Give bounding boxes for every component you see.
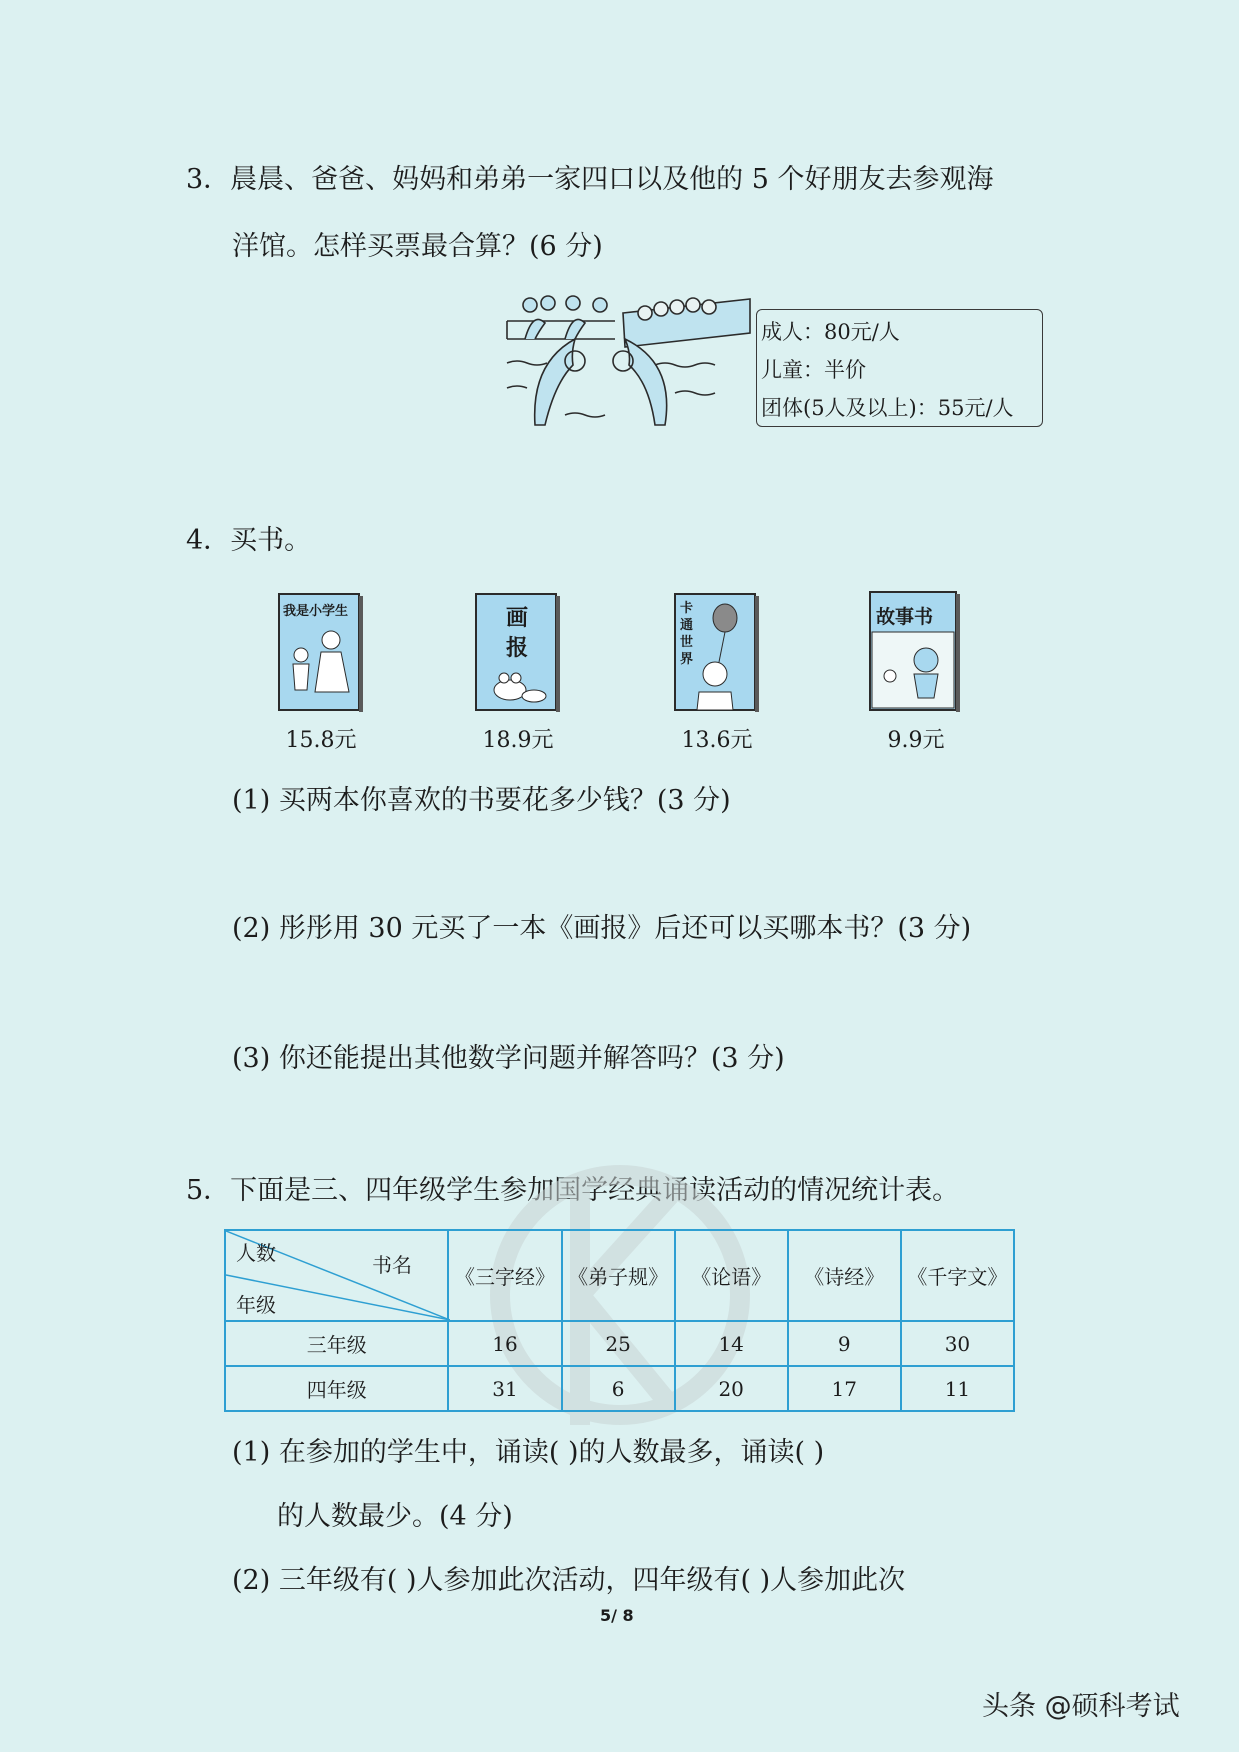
column-header: 《三字经》 [448,1230,561,1321]
book-cover-gushishu [868,590,962,718]
q4-title: 4．买书。 [186,525,312,556]
book-cover-title: 卡通世界 [680,601,694,667]
book-cover-title: 故事书 [876,606,934,628]
table-cell: 9 [788,1321,901,1366]
q4-sub3: (3) 你还能提出其他数学问题并解答吗？(3 分) [232,1043,785,1074]
book-cover-huabao [474,592,562,718]
column-header: 《论语》 [675,1230,788,1321]
book-cover-title: 我是小学生 [283,604,349,619]
column-header: 《千字文》 [901,1230,1014,1321]
page-number: 5/ 8 [600,1606,634,1625]
price-adult: 成人：80元/人 [761,320,900,344]
q4-sub1: (1) 买两本你喜欢的书要花多少钱？(3 分) [232,785,731,816]
table-cell: 14 [675,1321,788,1366]
table-cell: 31 [448,1366,561,1411]
book-price-2: 18.9元 [482,728,554,753]
corner-label-book: 书名 [372,1253,412,1277]
table-cell: 25 [562,1321,675,1366]
table-cell: 16 [448,1321,561,1366]
column-header: 《弟子规》 [562,1230,675,1321]
q3-line2: 洋馆。怎样买票最合算？(6 分) [232,231,603,262]
q4-sub2: (2) 彤彤用 30 元买了一本《画报》后还可以买哪本书？(3 分) [232,913,972,944]
table-cell: 30 [901,1321,1014,1366]
column-header: 《诗经》 [788,1230,901,1321]
book-cover-title: 画报 [505,606,528,661]
row-label: 四年级 [225,1366,448,1411]
q3-line1: 3．晨晨、爸爸、妈妈和弟弟一家四口以及他的 5 个好朋友去参观海 [186,164,994,195]
q5-title: 5．下面是三、四年级学生参加国学经典诵读活动的情况统计表。 [186,1175,960,1206]
corner-label-grade: 年级 [236,1293,276,1317]
table-row [225,1366,1014,1411]
q5-sub2: (2) 三年级有( )人参加此次活动，四年级有( )人参加此次 [232,1565,906,1596]
book-cover-katong [673,592,761,718]
ticket-price-box [756,309,1043,427]
footer-brand: 头条 @硕科考试 [982,1691,1180,1722]
reading-stats-table [224,1229,1015,1412]
price-group: 团体(5人及以上)：55元/人 [761,396,1014,420]
book-price-1: 15.8元 [285,728,357,753]
table-cell: 20 [675,1366,788,1411]
table-row [225,1321,1014,1366]
q5-sub1-line2: 的人数最少。(4 分) [277,1501,513,1532]
book-price-3: 13.6元 [681,728,753,753]
table-corner-cell [225,1230,448,1321]
book-cover-xiaoxuesheng [277,592,365,718]
table-cell: 17 [788,1366,901,1411]
dolphin-show-illustration [505,293,755,433]
table-cell: 6 [562,1366,675,1411]
book-price-4: 9.9元 [887,728,945,753]
corner-label-count: 人数 [236,1241,276,1265]
q5-sub1-line1: (1) 在参加的学生中，诵读( )的人数最多，诵读( ) [232,1437,825,1468]
table-cell: 11 [901,1366,1014,1411]
price-child: 儿童：半价 [761,358,866,382]
row-label: 三年级 [225,1321,448,1366]
